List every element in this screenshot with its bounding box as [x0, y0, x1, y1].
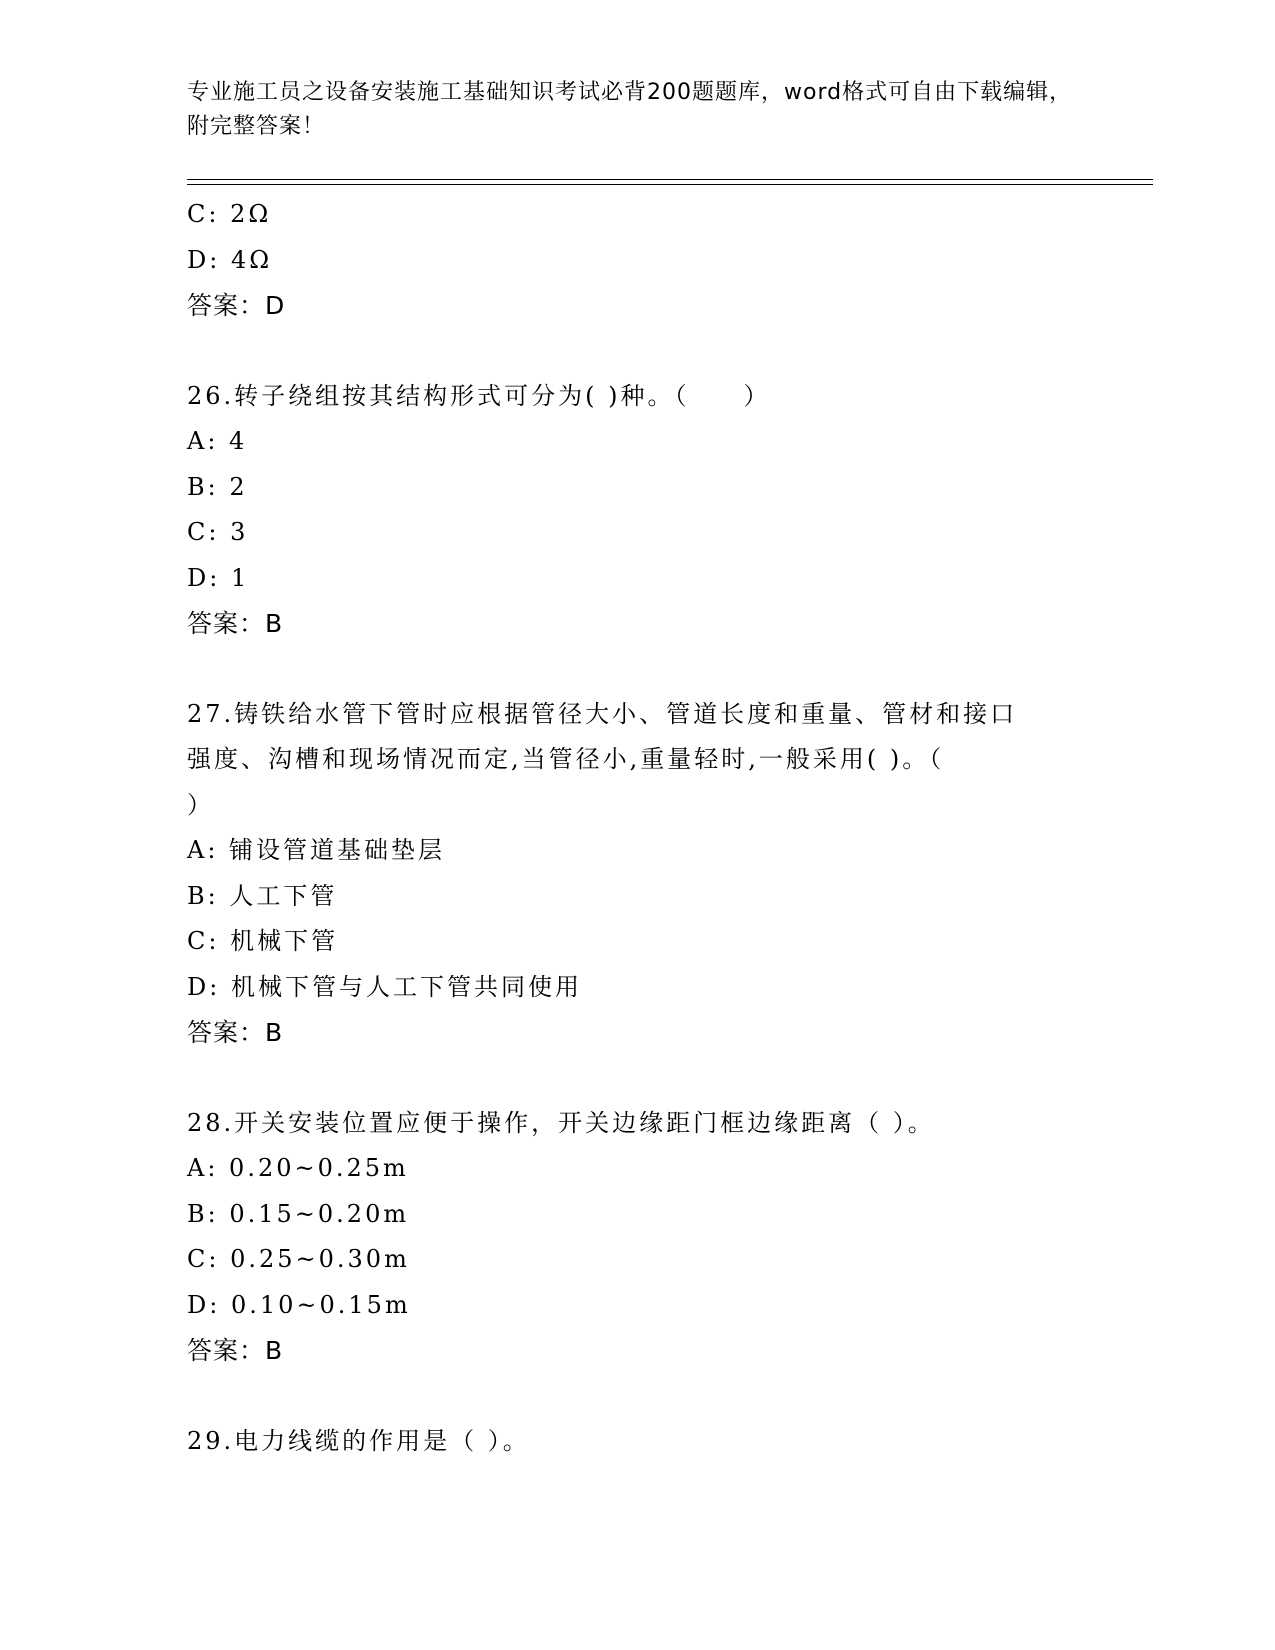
- question-stem-line: ）: [187, 790, 214, 819]
- option-a: A: 0.20~0.25m: [187, 1154, 409, 1182]
- answer: 答案：D: [187, 291, 286, 320]
- answer: 答案：B: [187, 1336, 284, 1365]
- option-b: B: 0.15~0.20m: [187, 1199, 410, 1228]
- document-header: [187, 76, 1087, 144]
- question-28: [187, 1101, 1117, 1374]
- question-stem-line: 强度、沟槽和现场情况而定,当管径小,重量轻时,一般采用( )。（: [187, 745, 945, 773]
- question-27: [187, 692, 1117, 1056]
- option-c: C: 2Ω: [187, 200, 272, 228]
- option-c: C: 0.25~0.30m: [187, 1245, 410, 1273]
- option-b: B: 2: [187, 472, 248, 501]
- question-stem-line: 27.铸铁给水管下管时应根据管径大小、管道长度和重量、管材和接口: [187, 699, 1018, 728]
- question-list: [187, 192, 1117, 1464]
- option-a: A: 铺设管道基础垫层: [187, 836, 446, 864]
- document-title: 专业施工员之设备安装施工基础知识考试必背200题题库，word格式可自由下载编辑，附完整答案！: [187, 80, 1073, 139]
- option-d: D: 机械下管与人工下管共同使用: [187, 972, 582, 1001]
- option-c: C: 机械下管: [187, 927, 339, 955]
- question-stem: 29.电力线缆的作用是（ ）。: [187, 1426, 530, 1455]
- option-d: D: 1: [187, 563, 250, 592]
- answer: 答案：B: [187, 609, 284, 638]
- question-stem: 28.开关安装位置应便于操作，开关边缘距门框边缘距离（ ）。: [187, 1108, 935, 1137]
- question-stem: 26.转子绕组按其结构形式可分为( )种。（ ）: [187, 381, 771, 410]
- option-d: D: 4Ω: [187, 245, 273, 274]
- answer: 答案：B: [187, 1018, 284, 1047]
- question-29: [187, 1419, 1117, 1465]
- header-rule-bottom: [187, 184, 1153, 185]
- header-rule-top: [187, 179, 1153, 180]
- question-25: [187, 192, 1117, 329]
- option-b: B: 人工下管: [187, 881, 338, 910]
- option-d: D: 0.10~0.15m: [187, 1290, 411, 1319]
- question-26: [187, 374, 1117, 647]
- option-a: A: 4: [187, 427, 248, 455]
- option-c: C: 3: [187, 518, 249, 546]
